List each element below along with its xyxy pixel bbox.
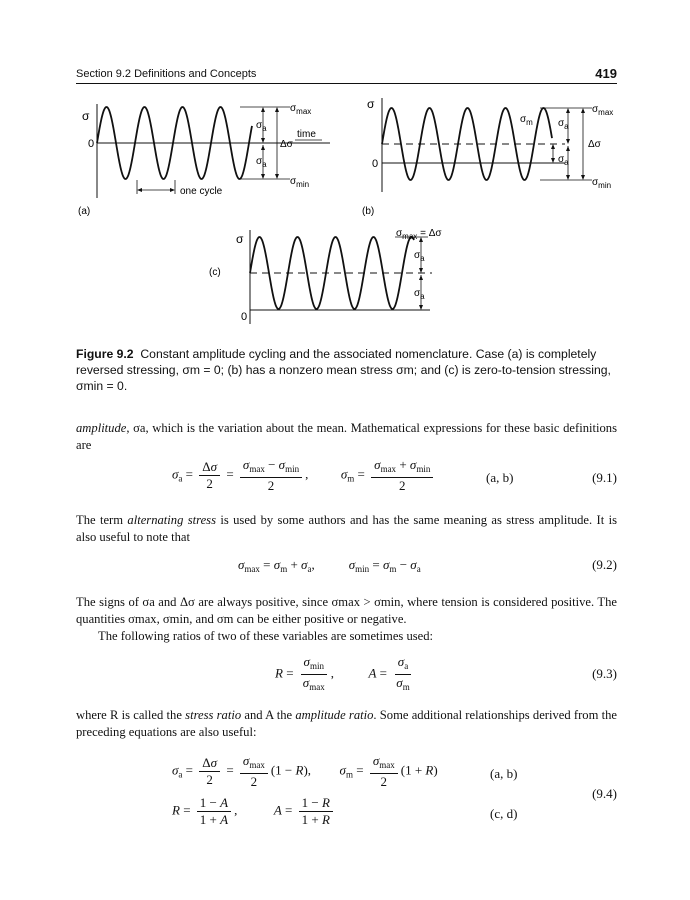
panel-a xyxy=(78,103,330,217)
smax-label-b: σ xyxy=(592,104,599,115)
svg-text:σa xyxy=(256,156,267,169)
y-axis-label-b: σ xyxy=(367,97,375,111)
panel-b xyxy=(362,97,613,217)
zero-label-c: 0 xyxy=(241,311,248,323)
p1-text: , σa, which is the variation about the mean. Mathematical expressions for these basic definitions are xyxy=(76,421,617,452)
eq91-number: (9.1) xyxy=(592,470,617,485)
p2-emphasis: alternating stress xyxy=(127,513,216,527)
smin-label-a: σ xyxy=(290,176,297,187)
figure-caption xyxy=(76,346,621,394)
delta-sigma-b: Δσ xyxy=(588,139,601,150)
eq94-number: (9.4) xyxy=(592,786,617,801)
smax-sub-a: max xyxy=(296,107,312,116)
paragraph-3: The signs of σa and Δσ are always positive, since σmax > σmin, where tension is considered positive. The quantities σmax, σmin, and σm can be either positive or negative. xyxy=(76,595,617,626)
time-label-a: time xyxy=(297,129,316,140)
figure-9-2 xyxy=(0,90,690,340)
equation-9-1: $\sigma_a$ = $\frac{\Delta\sigma}{2}$ = $\frac{\sigma_{max} - \sigma_{min}}{2}$ , $\sigma_m$ = $\frac{\sigma_{max} + \sigma_{min}}{2}$ xyxy=(172,458,436,493)
y-axis-label-c: σ xyxy=(236,232,244,246)
equation-9-4-ab: $\sigma_a$ = $\frac{\Delta\sigma}{2}$ = $\frac{\sigma_{max}}{2}$ (1 − R), $\sigma_m$ = $\frac{\sigma_{max}}{2}$ (1 + R) xyxy=(172,753,438,789)
smin-label-b: σ xyxy=(592,177,599,188)
eq94-cd: (c, d) xyxy=(490,806,518,821)
caption-text: Constant amplitude cycling and the associated nomenclature. Case (a) is completely reversed stressing, σm = 0; (b) has a nonzero mean stress σm; and (c) is zero-to-tension stressing, σmin = 0. xyxy=(76,347,611,393)
y-axis-label-a: σ xyxy=(82,109,90,123)
paragraph-5: where R is called the stress ratio and A the amplitude ratio. Some additional relationships derived from the preceding equations are also useful: xyxy=(76,708,617,739)
sm-sub-b: m xyxy=(526,118,533,127)
zero-label-a: 0 xyxy=(88,138,95,150)
svg-text:σmax xyxy=(290,103,311,116)
panel-label-a: (a) xyxy=(78,206,91,217)
equation-9-2: $\sigma_{max} = \sigma_m + \sigma_a$, $\sigma_{min} = \sigma_m - \sigma_a$ xyxy=(238,557,421,574)
eq93-number: (9.3) xyxy=(592,666,617,681)
sa2-label-a: σ xyxy=(256,156,263,167)
paragraph-4: The following ratios of two of these variables are sometimes used: xyxy=(98,629,434,643)
smin-sub-a: min xyxy=(296,180,310,189)
panel-label-b: (b) xyxy=(362,206,375,217)
svg-text:σm xyxy=(520,114,533,127)
svg-text:σmin xyxy=(592,177,611,190)
smax-eq-c: = Δσ xyxy=(417,228,442,239)
page-number: 419 xyxy=(595,66,617,81)
sa-sub-a: a xyxy=(262,124,267,133)
svg-text:σa xyxy=(558,118,569,131)
sa2-sub-a: a xyxy=(262,160,267,169)
smax-sub-b: max xyxy=(598,108,614,117)
section-header: Section 9.2 Definitions and Concepts xyxy=(76,68,257,80)
zero-label-b: 0 xyxy=(372,158,379,170)
p2-pre: The term xyxy=(76,513,128,527)
svg-text:σa xyxy=(256,120,267,133)
caption-title: Figure 9.2 xyxy=(76,347,134,361)
panel-c xyxy=(209,228,442,324)
sm-label-b: σ xyxy=(520,114,527,125)
one-cycle-label-a: one cycle xyxy=(180,186,223,197)
sa2-sub-b: a xyxy=(564,158,569,167)
smax-label-a: σ xyxy=(290,103,297,114)
header-rule xyxy=(76,83,617,84)
sa2-label-c: σ xyxy=(414,288,421,299)
sa2-label-b: σ xyxy=(558,154,565,165)
paragraph-2 xyxy=(76,512,617,546)
svg-text:σmin xyxy=(290,176,309,189)
p2-post: is used by some authors and has the same meaning as stress amplitude. It is also useful to note that xyxy=(76,513,617,544)
eq92-number: (9.2) xyxy=(592,557,617,572)
svg-text:σmax xyxy=(592,104,613,117)
delta-sigma-a: Δσ xyxy=(280,139,293,150)
eq94-ab: (a, b) xyxy=(490,766,518,781)
svg-text:σa xyxy=(414,250,425,263)
equation-9-3: R = $\frac{\sigma_{min}}{\sigma_{max}}$ , A = $\frac{\sigma_a}{\sigma_m}$ xyxy=(275,654,410,692)
sa-label-a: σ xyxy=(256,120,263,131)
sa-sub-c: a xyxy=(420,254,425,263)
smin-sub-b: min xyxy=(598,181,612,190)
svg-text:σa xyxy=(414,288,425,301)
smax-label-c: σ xyxy=(396,228,403,239)
svg-text:σa xyxy=(558,154,569,167)
equation-9-4-cd: R = $\frac{1 - A}{1 + A}$ , A = $\frac{1 - R}{1 + R}$ xyxy=(172,796,336,827)
smax-sub-c: max xyxy=(402,232,418,241)
svg-text:σmax = Δσ xyxy=(396,228,442,241)
p1-emphasis: amplitude xyxy=(76,421,127,435)
sa-sub-b: a xyxy=(564,122,569,131)
panel-label-c: (c) xyxy=(209,267,221,278)
paragraph-1 xyxy=(76,420,617,454)
sa-label-c: σ xyxy=(414,250,421,261)
eq91-ab: (a, b) xyxy=(486,470,514,485)
sa2-sub-c: a xyxy=(420,292,425,301)
sa-label-b: σ xyxy=(558,118,565,129)
